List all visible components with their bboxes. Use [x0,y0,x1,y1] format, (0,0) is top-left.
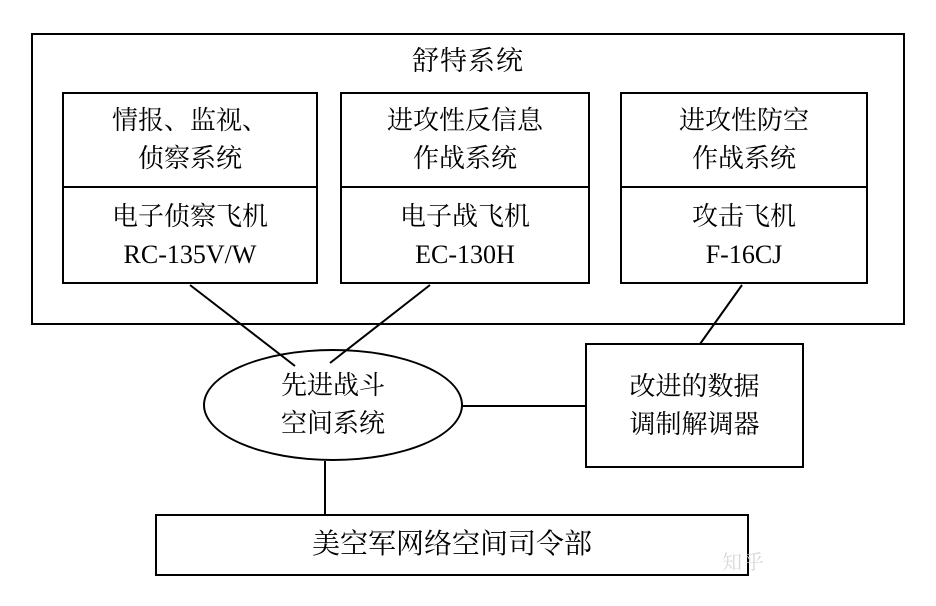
subsystem-offensive-air-defense-platform-line1: 攻击飞机 [691,202,796,231]
subsystem-counter-information-name-line1: 进攻性反信息 [386,106,543,135]
subsystem-offensive-air-defense [620,92,868,284]
node-cyberspace-command [155,514,749,576]
node-improved-data-modem [585,343,804,468]
subsystem-isr-platform-line2: RC-135V/W [123,240,257,269]
node-improved-data-modem-line2: 调制解调器 [629,409,760,439]
subsystem-offensive-air-defense-name [622,94,866,188]
subsystem-isr-platform-line1: 电子侦察飞机 [111,202,268,231]
subsystem-offensive-air-defense-platform [622,188,866,284]
subsystem-offensive-air-defense-name-line2: 作战系统 [691,144,796,173]
subsystem-counter-information [340,92,590,284]
subsystem-isr-name-line1: 情报、监视、 [111,106,268,135]
subsystem-counter-information-platform [342,188,588,284]
subsystem-isr-name [64,94,316,188]
node-advanced-battlespace-system [203,349,463,461]
subsystem-counter-information-name [342,94,588,188]
diagram-title: 舒特系统 [412,46,524,76]
node-advanced-battlespace-system-line1: 先进战斗 [280,371,385,400]
node-improved-data-modem-line1: 改进的数据 [629,371,760,401]
subsystem-isr-platform [64,188,316,284]
node-cyberspace-command-label: 美空军网络空间司令部 [311,529,592,560]
subsystem-offensive-air-defense-name-line1: 进攻性防空 [678,106,809,135]
subsystem-isr [62,92,318,284]
subsystem-counter-information-platform-line1: 电子战飞机 [399,202,530,231]
subsystem-offensive-air-defense-platform-line2: F-16CJ [705,240,783,269]
watermark: 知乎 [722,552,766,574]
node-advanced-battlespace-system-line2: 空间系统 [280,409,385,438]
subsystem-counter-information-platform-line2: EC-130H [415,240,515,269]
subsystem-isr-name-line2: 侦察系统 [137,144,242,173]
subsystem-counter-information-name-line2: 作战系统 [412,144,517,173]
